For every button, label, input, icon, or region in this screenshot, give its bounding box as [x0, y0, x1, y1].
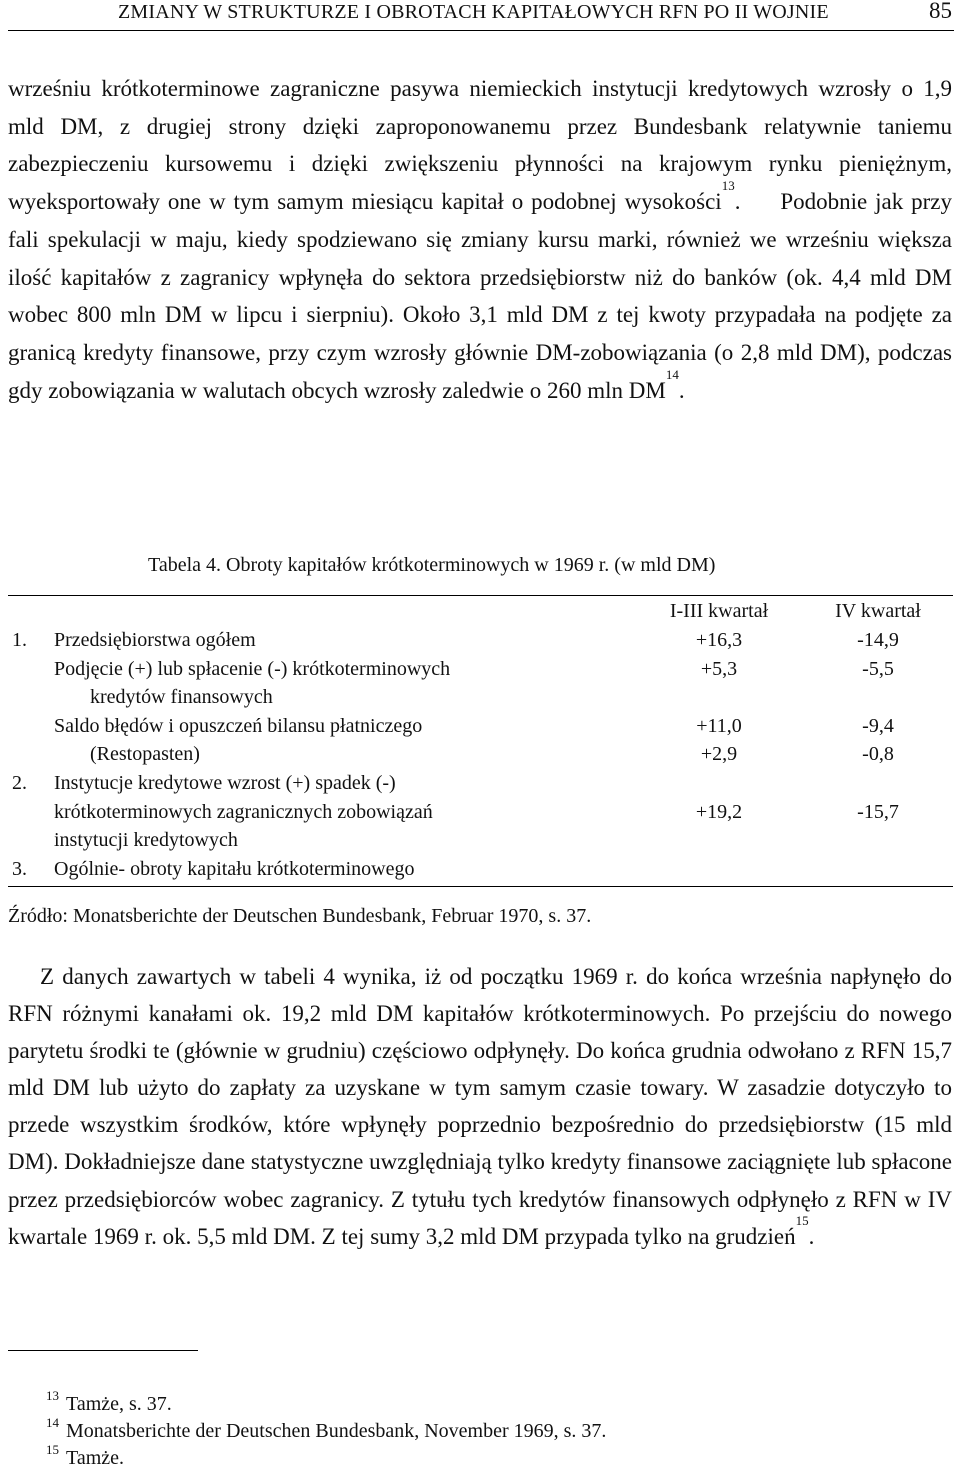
row-label: instytucji kredytowych	[54, 829, 238, 852]
table-row	[8, 686, 953, 714]
footnote-ref-15[interactable]: 15	[795, 1212, 809, 1228]
row-label: (Restopasten)	[90, 743, 200, 766]
paragraph-text: Podobnie jak przy fali spekulacji w maju, kiedy spodziewano się zmiany kursu marki, również we wrześniu większa ilość kapitałów z zagranicy wpłynęła do sektora przedsiębiorstw niż do banków (ok. 4,4 mld DM wobec 800 mln DM w lipcu i sierpniu). Około 3,1 mld DM z tej kwoty przypadała na podjęte za granicą kredyty finansowe, przy czym wzrosły głównie DM-zobowiązania (o 2,8 mld DM), podczas gdy zobowiązania w walutach obcych wzrosły zaledwie o 260 mln DM	[8, 189, 953, 403]
table-row	[8, 743, 953, 771]
running-title: ZMIANY W STRUKTURZE I OBROTACH KAPITAŁOWYCH RFN PO II WOJNIE	[118, 1, 829, 23]
row-label: Przedsiębiorstwa ogółem	[54, 629, 256, 651]
value-q4: -9,4	[862, 714, 894, 737]
value-q1-q3: +16,3	[695, 629, 743, 651]
row-label: Podjęcie (+) lub spłacenie (-) krótkoterminowych	[54, 657, 451, 680]
footnote-text: Tamże.	[66, 1447, 125, 1469]
row-number: 3.	[12, 857, 27, 880]
footnote-mark: 14	[46, 1415, 59, 1430]
footnote-text: Tamże, s. 37.	[66, 1393, 172, 1415]
row-label: kredytów finansowych	[90, 686, 273, 709]
paragraph-text: Z danych zawartych w tabeli 4 wynika, iż od początku 1969 r. do końca września napłynęło do RFN różnymi kanałami ok. 19,2 mld DM kapitałów krótkoterminowych. Po przejściu do nowego parytetu środki te (głównie w grudniu) częściowo odpłynęły. Do końca grudnia odwołano z RFN 15,7 mld DM lub użyto do zapłaty za uzyskane w tym samym czasie towary. W zasadzie dotyczyło to przede wszystkim środków, które wpłynęły poprzednio bezpośrednio do przedsiębiorstw (15 mld DM). Dokładniejsze dane statystyczne uwzględniają tylko kredyty finansowe zaciągnięte lub spłacone przez przedsiębiorców wobec zagranicy. Z tytułu tych kredytów finansowych odpłynęło z RFN w IV kwartale 1969 r. ok. 5,5 mld DM. Z tej sumy 3,2 mld DM przypada tylko na grudzień	[8, 964, 952, 1249]
row-label: Instytucje kredytowe wzrost (+) spadek (-)	[54, 772, 396, 794]
table-row	[8, 629, 953, 657]
table-row	[8, 772, 953, 800]
capital-flows-table	[8, 595, 953, 887]
value-q1-q3: +11,0	[696, 714, 742, 737]
column-header-q4: IV kwartał	[835, 600, 921, 622]
footnote-separator	[8, 1350, 198, 1351]
footnote-mark: 13	[46, 1388, 59, 1403]
table-row	[8, 658, 953, 686]
row-number: 2.	[12, 772, 27, 794]
footnote-ref-13[interactable]: 13	[721, 178, 735, 194]
column-header-q1-q3: I-III kwartał	[669, 600, 769, 622]
value-q4: -14,9	[857, 629, 899, 651]
table-source-note: Źródło: Monatsberichte der Deutschen Bundesbank, Februar 1970, s. 37.	[8, 905, 592, 927]
table-row	[8, 858, 953, 886]
value-q1-q3: +5,3	[700, 657, 738, 680]
paragraph-text: wrześniu krótkoterminowe zagraniczne pasywa niemieckich instytucji kredytowych wzrosły o 1,9 mld DM, z drugiej strony dzięki zaproponowanemu przez Bundesbank relatywnie taniemu zabezpieczeniu kursowemu i dzięki zwiększeniu płynności na krajowym rynku pieniężnym, wyeksportowały one w tym samym miesiącu kapitał o podobnej wysokości	[8, 76, 952, 215]
paragraph-text: .	[678, 377, 685, 403]
table-row	[8, 829, 953, 857]
value-q1-q3: +19,2	[695, 800, 743, 823]
paragraph-text: .	[808, 1223, 815, 1249]
value-q1-q3: +2,9	[700, 743, 738, 766]
running-header	[8, 0, 954, 31]
row-label: Ogólnie- obroty kapitału krótkoterminowego	[54, 857, 415, 880]
paragraph-summary	[8, 958, 952, 1255]
table-header-row	[8, 600, 953, 628]
footnote-ref-14[interactable]: 14	[665, 366, 679, 382]
value-q4: -5,5	[862, 657, 894, 680]
table-caption: Tabela 4. Obroty kapitałów krótkoterminowych w 1969 r. (w mld DM)	[148, 554, 716, 576]
page-number: 85	[929, 0, 952, 23]
table-row	[8, 715, 953, 743]
value-q4: -15,7	[857, 800, 899, 823]
table-row	[8, 801, 953, 829]
row-label: Saldo błędów i opuszczeń bilansu płatniczego	[54, 714, 423, 737]
row-label: krótkoterminowych zagranicznych zobowiązań	[54, 800, 433, 823]
paragraph-capital-flows	[8, 70, 952, 409]
value-q4: -0,8	[862, 743, 894, 766]
footnote-text: Monatsberichte der Deutschen Bundesbank, November 1969, s. 37.	[66, 1420, 607, 1442]
paragraph-text: .	[734, 189, 749, 215]
row-number: 1.	[12, 629, 27, 651]
footnote-mark: 15	[46, 1442, 59, 1457]
